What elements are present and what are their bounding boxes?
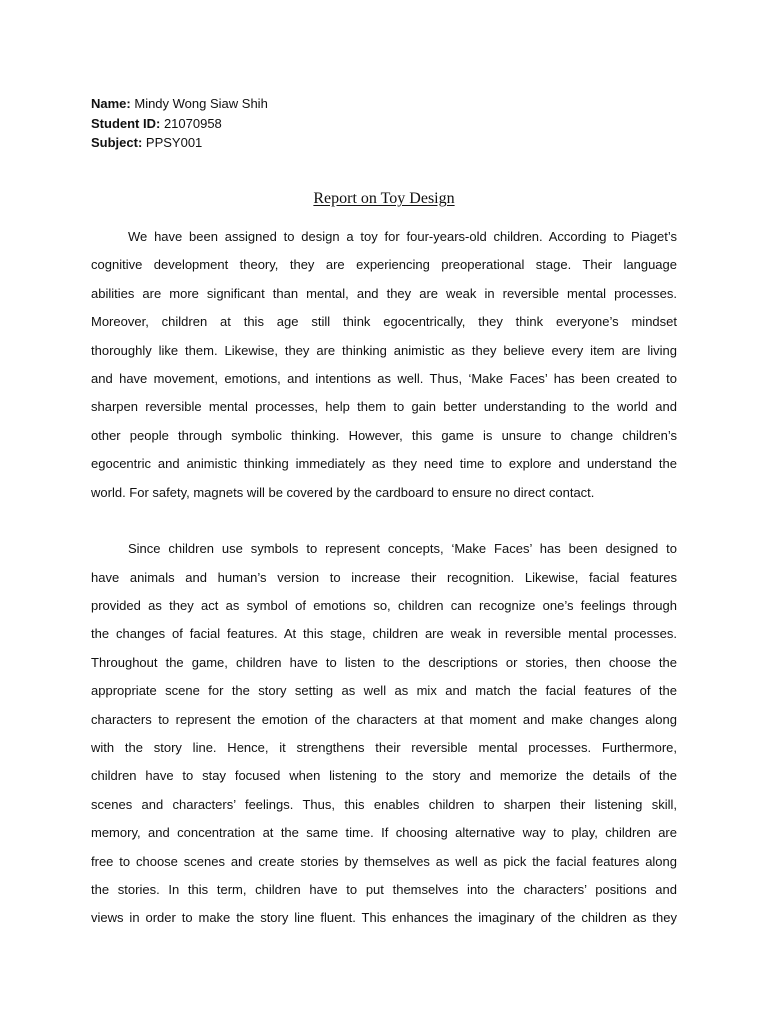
text-line: and have movement, emotions, and intentions as well. Thus, ‘Make Faces’ has been created to — [91, 370, 677, 386]
report-title — [0, 188, 768, 210]
report-body — [91, 223, 677, 933]
subject-line — [91, 133, 651, 153]
text-line: abilities are more significant than mental, and they are weak in reversible mental processes. — [91, 285, 677, 301]
text-line: the changes of facial features. At this stage, children are weak in reversible mental processes. — [91, 626, 677, 642]
paragraph-1 — [91, 223, 677, 507]
student-id-line — [91, 114, 651, 134]
student-info — [91, 94, 651, 153]
text-line: egocentric and animistic thinking immediately as they need time to explore and understand the — [91, 456, 677, 472]
text-line: characters to represent the emotion of the characters at that moment and make changes along — [91, 711, 677, 727]
text-line: We have been assigned to design a toy for four-years-old children. According to Piaget’s — [128, 229, 677, 244]
text-line: provided as they act as symbol of emotions so, children can recognize one’s feelings through — [91, 598, 677, 614]
text-line: the stories. In this term, children have to put themselves into the characters’ positions and — [91, 881, 677, 897]
text-line: Moreover, children at this age still think egocentrically, they think everyone’s mindset — [91, 314, 677, 330]
text-line: thoroughly like them. Likewise, they are thinking animistic as they believe every item are living — [91, 342, 677, 358]
text-line: cognitive development theory, they are experiencing preoperational stage. Their language — [91, 257, 677, 273]
text-line: free to choose scenes and create stories by themselves as well as pick the facial features along — [91, 853, 677, 869]
text-line: appropriate scene for the story setting as well as mix and match the facial features of the — [91, 683, 677, 699]
subject-label: Subject: — [91, 135, 143, 150]
student-id-label: Student ID: — [91, 115, 161, 131]
text-line: with the story line. Hence, it strengthens their reversible mental processes. Furthermore, — [91, 740, 677, 756]
name-value: Mindy Wong Siaw Shih — [130, 96, 268, 111]
text-line: other people through symbolic thinking. However, this game is unsure to change children’s — [91, 427, 677, 443]
paragraph-2 — [91, 535, 677, 932]
text-line: scenes and characters’ feelings. Thus, this enables children to sharpen their listening skill, — [91, 796, 677, 812]
text-line: memory, and concentration at the same time. If choosing alternative way to play, children are — [91, 825, 677, 841]
text-line: views in order to make the story line fluent. This enhances the imaginary of the children as they — [91, 910, 677, 926]
text-line: sharpen reversible mental processes, help them to gain better understanding to the world and — [91, 399, 677, 415]
text-line: children have to stay focused when listening to the story and memorize the details of the — [91, 768, 677, 784]
name-line — [91, 94, 651, 114]
text-line: Since children use symbols to represent concepts, ‘Make Faces’ has been designed to — [128, 541, 677, 557]
text-line: world. For safety, magnets will be covered by the cardboard to ensure no direct contact. — [91, 484, 595, 500]
subject-value: PPSY001 — [142, 135, 203, 150]
text-line: have animals and human’s version to increase their recognition. Likewise, facial features — [91, 569, 677, 585]
report-title-text: Report on Toy Design — [313, 190, 455, 207]
student-id-value: 21070958 — [160, 115, 222, 131]
name-label: Name: — [91, 96, 131, 111]
paragraph-gap — [91, 507, 677, 535]
text-line: Throughout the game, children have to listen to the descriptions or stories, then choose the — [91, 654, 677, 670]
